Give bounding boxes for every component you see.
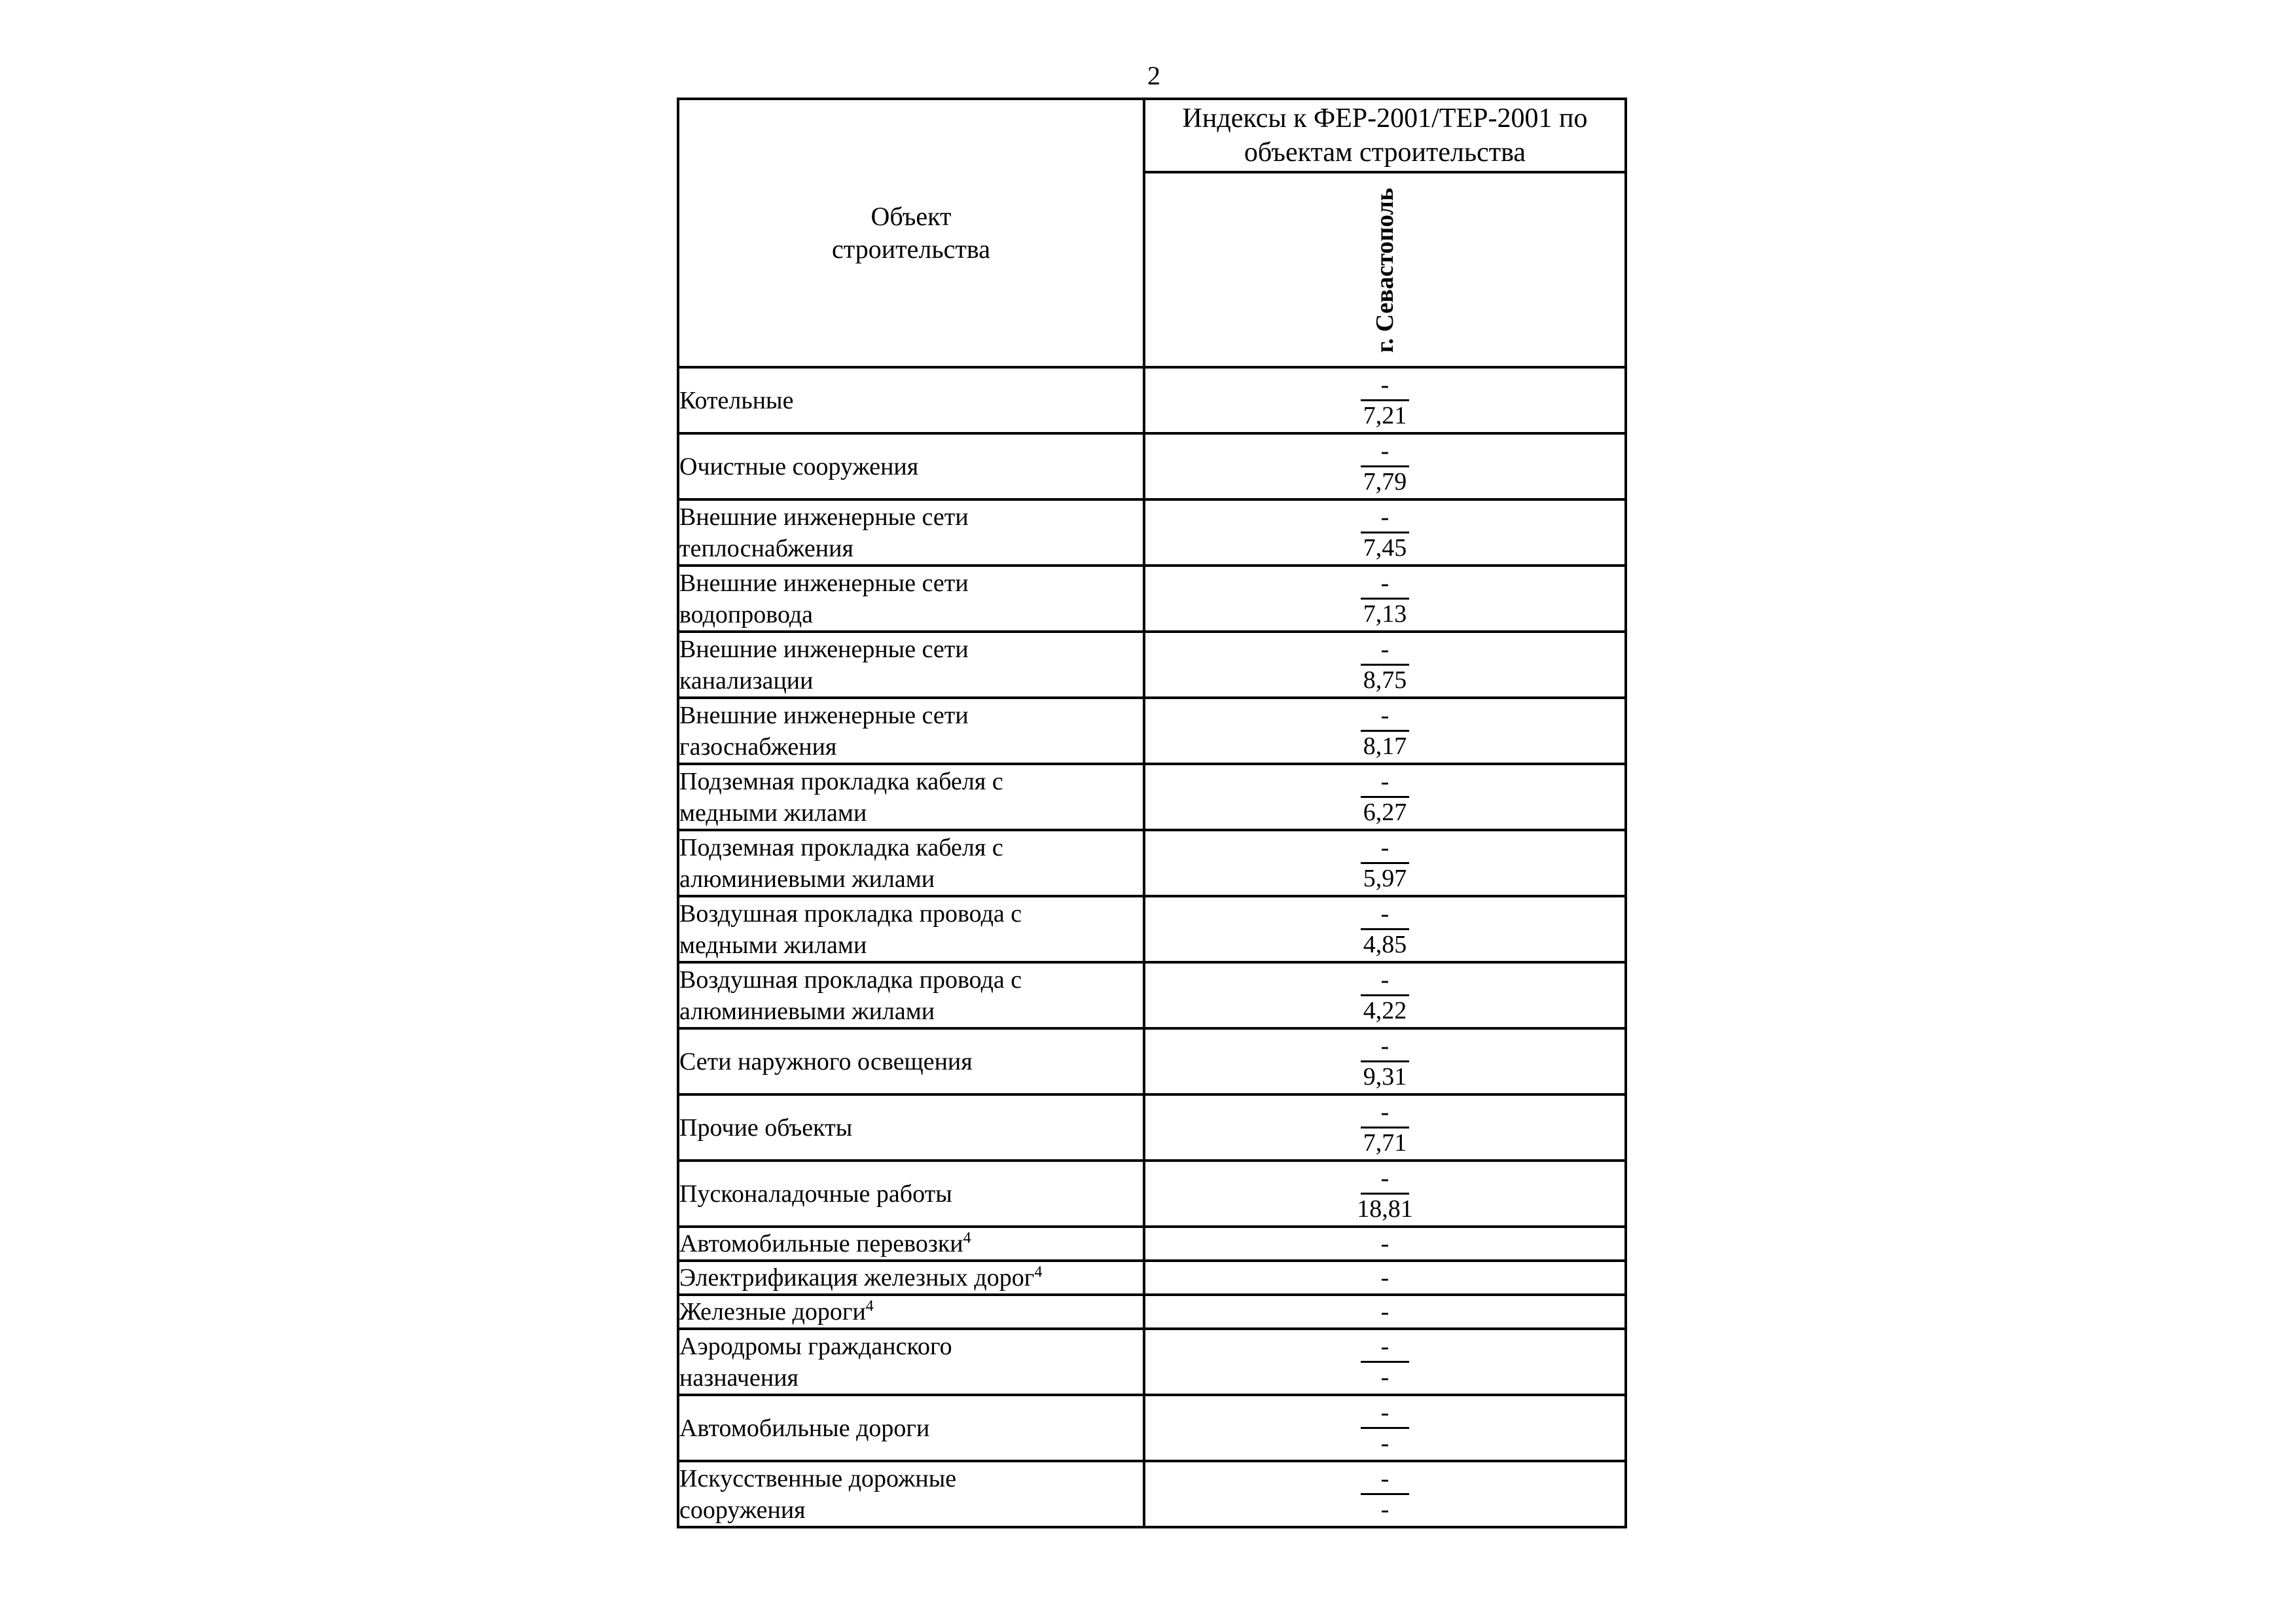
table-row: [678, 1295, 1626, 1329]
table-row: [678, 1329, 1626, 1395]
object-name: Искусственные дорожные сооружения: [678, 1461, 1144, 1527]
table-row: [678, 830, 1626, 896]
region-label: г. Севастополь: [1371, 187, 1399, 353]
footnote-marker: 4: [865, 1297, 874, 1315]
table-row: [678, 764, 1626, 830]
index-value: $\frac{-}{8,17}$: [1144, 698, 1626, 764]
object-name: Внешние инженерные сети газоснабжения: [678, 698, 1144, 764]
object-name: Автомобильные дороги: [678, 1395, 1144, 1461]
object-name: Подземная прокладка кабеля с алюминиевыми жилами: [678, 830, 1144, 896]
table-body: [678, 367, 1626, 1527]
object-name: Прочие объекты: [678, 1094, 1144, 1161]
footnote-marker: 4: [1034, 1263, 1043, 1281]
table-row: [678, 962, 1626, 1028]
page-number: 2: [1147, 61, 1160, 90]
region-header: [1144, 172, 1626, 367]
table-row: [678, 566, 1626, 632]
index-value: $\frac{-}{4,85}$: [1144, 896, 1626, 962]
object-name: Воздушная прокладка провода с алюминиевыми жилами: [678, 962, 1144, 1028]
table-row: [678, 1028, 1626, 1094]
table-row: [678, 433, 1626, 499]
index-value: $\frac{-}{7,71}$: [1144, 1094, 1626, 1161]
index-value: $\frac{-}{-}$: [1144, 1395, 1626, 1461]
table-row: [678, 1461, 1626, 1527]
index-value: $\frac{-}{8,75}$: [1144, 632, 1626, 698]
table-row: [678, 896, 1626, 962]
table-row: [678, 1395, 1626, 1461]
index-value: -: [1144, 1295, 1626, 1329]
table-row: [678, 1227, 1626, 1261]
index-value: -: [1144, 1227, 1626, 1261]
index-value: $\frac{-}{4,22}$: [1144, 962, 1626, 1028]
object-name: Воздушная прокладка провода с медными жилами: [678, 896, 1144, 962]
index-value: $\frac{-}{9,31}$: [1144, 1028, 1626, 1094]
object-name: Аэродромы гражданского назначения: [678, 1329, 1144, 1395]
index-value: $\frac{-}{7,45}$: [1144, 499, 1626, 566]
index-value: $\frac{-}{-}$: [1144, 1461, 1626, 1527]
table-row: [678, 1094, 1626, 1161]
object-name: Внешние инженерные сети водопровода: [678, 566, 1144, 632]
table-row: [678, 1161, 1626, 1227]
object-name: Котельные: [678, 367, 1144, 433]
index-value: $\frac{-}{-}$: [1144, 1329, 1626, 1395]
index-column-header: Индексы к ФЕР-2001/ТЕР-2001 по объектам строительства: [1144, 99, 1626, 172]
index-value: $\frac{-}{18,81}$: [1144, 1161, 1626, 1227]
object-name: Сети наружного освещения: [678, 1028, 1144, 1094]
object-name: Железные дороги$^4$: [678, 1295, 1144, 1329]
table-row: [678, 367, 1626, 433]
index-value: $\frac{-}{7,21}$: [1144, 367, 1626, 433]
object-name: Автомобильные перевозки$^4$: [678, 1227, 1144, 1261]
object-column-header: Объект строительства: [678, 99, 1144, 367]
object-name: Внешние инженерные сети канализации: [678, 632, 1144, 698]
object-name: Подземная прокладка кабеля с медными жилами: [678, 764, 1144, 830]
index-value: -: [1144, 1261, 1626, 1295]
table-row: [678, 698, 1626, 764]
index-table: [677, 98, 1627, 1528]
index-value: $\frac{-}{7,79}$: [1144, 433, 1626, 499]
table-row: [678, 632, 1626, 698]
footnote-marker: 4: [963, 1229, 971, 1247]
index-value: $\frac{-}{6,27}$: [1144, 764, 1626, 830]
table-row: [678, 499, 1626, 566]
object-name: Очистные сооружения: [678, 433, 1144, 499]
index-value: $\frac{-}{5,97}$: [1144, 830, 1626, 896]
object-name: Электрификация железных дорог$^4$: [678, 1261, 1144, 1295]
object-name: Пусконаладочные работы: [678, 1161, 1144, 1227]
index-value: $\frac{-}{7,13}$: [1144, 566, 1626, 632]
object-name: Внешние инженерные сети теплоснабжения: [678, 499, 1144, 566]
table-row: [678, 1261, 1626, 1295]
